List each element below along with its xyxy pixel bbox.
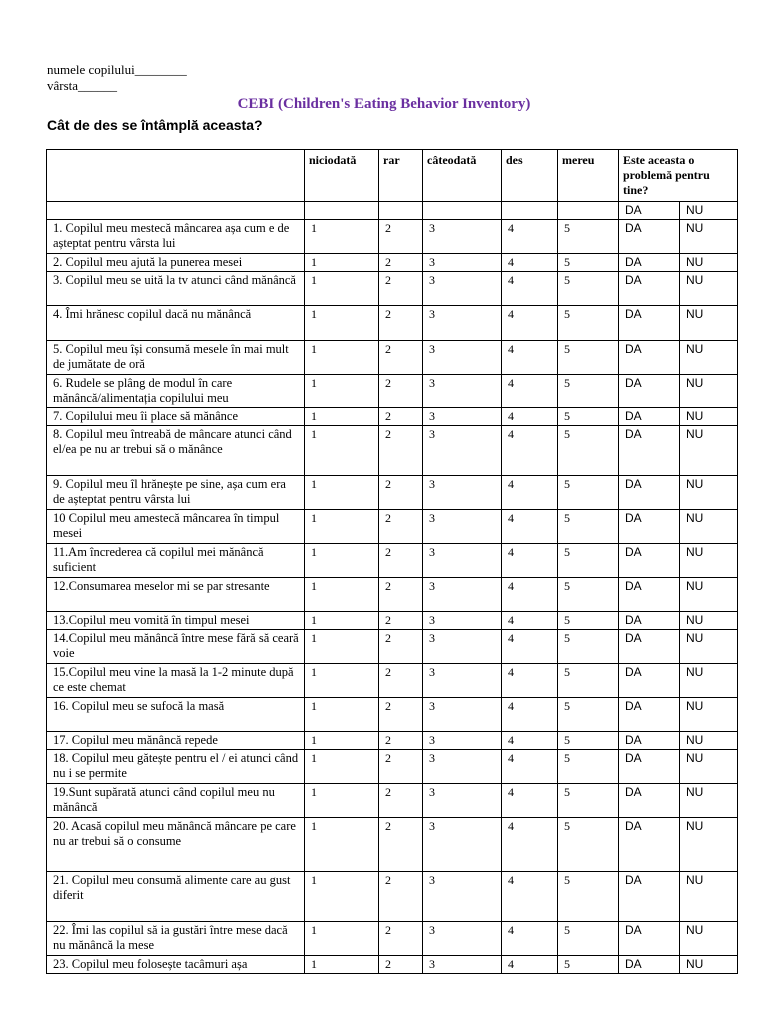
question-text: 21. Copilul meu consumă alimente care au gust diferit [47,872,305,922]
table-row [47,254,738,272]
answer-option-sometimes[interactable]: 3 [423,510,502,544]
answer-option-da[interactable]: DA [619,341,680,375]
answer-option-never[interactable]: 1 [305,784,379,818]
subheader-da: DA [619,202,680,220]
answer-option-rarely[interactable]: 2 [379,750,423,784]
table-row [47,341,738,375]
question-text: 13.Copilul meu vomită în timpul mesei [47,612,305,630]
col-header-often: des [502,150,558,202]
answer-option-da[interactable]: DA [619,476,680,510]
answer-option-never[interactable]: 1 [305,922,379,956]
answer-option-nu[interactable]: NU [680,408,738,426]
answer-option-nu[interactable]: NU [680,510,738,544]
answer-option-rarely[interactable]: 2 [379,341,423,375]
table-row [47,872,738,922]
answer-option-always[interactable]: 5 [558,872,619,922]
question-text: 18. Copilul meu gătește pentru el / ei atunci când nu i se permite [47,750,305,784]
answer-option-da[interactable]: DA [619,872,680,922]
question-text: 3. Copilul meu se uită la tv atunci când mănâncă [47,272,305,306]
answer-option-da[interactable]: DA [619,408,680,426]
answer-option-da[interactable]: DA [619,306,680,341]
table-row [47,220,738,254]
answer-option-never[interactable]: 1 [305,220,379,254]
answer-option-da[interactable]: DA [619,818,680,872]
question-text: 22. Îmi las copilul să ia gustări între mese dacă nu mănâncă la mese [47,922,305,956]
question-text: 4. Îmi hrănesc copilul dacă nu mănâncă [47,306,305,341]
answer-option-da[interactable]: DA [619,578,680,612]
answer-option-rarely[interactable]: 2 [379,578,423,612]
answer-option-sometimes[interactable]: 3 [423,732,502,750]
answer-option-nu[interactable]: NU [680,306,738,341]
answer-option-nu[interactable]: NU [680,664,738,698]
answer-option-always[interactable]: 5 [558,698,619,732]
question-text: 1. Copilul meu mestecă mâncarea așa cum e de așteptat pentru vârsta lui [47,220,305,254]
answer-option-always[interactable]: 5 [558,341,619,375]
subheader-empty-cell [47,202,305,220]
answer-option-rarely[interactable]: 2 [379,306,423,341]
answer-option-sometimes[interactable]: 3 [423,698,502,732]
child-age-label: vârsta______ [47,78,118,93]
table-row [47,698,738,732]
answer-option-nu[interactable]: NU [680,630,738,664]
answer-option-always[interactable]: 5 [558,306,619,341]
answer-option-da[interactable]: DA [619,272,680,306]
subheader-empty-cell [423,202,502,220]
answer-option-nu[interactable]: NU [680,375,738,408]
answer-option-often[interactable]: 4 [502,220,558,254]
answer-option-often[interactable]: 4 [502,750,558,784]
answer-option-sometimes[interactable]: 3 [423,818,502,872]
answer-option-often[interactable]: 4 [502,578,558,612]
answer-option-never[interactable]: 1 [305,956,379,974]
answer-option-rarely[interactable]: 2 [379,476,423,510]
question-text: 8. Copilul meu întreabă de mâncare atunci când el/ea pe nu ar trebui să o mănânce [47,426,305,476]
table-row [47,818,738,872]
table-row [47,476,738,510]
answer-option-never[interactable]: 1 [305,664,379,698]
answer-option-always[interactable]: 5 [558,408,619,426]
answer-option-sometimes[interactable]: 3 [423,375,502,408]
question-text: 2. Copilul meu ajută la punerea mesei [47,254,305,272]
table-row [47,306,738,341]
answer-option-sometimes[interactable]: 3 [423,408,502,426]
answer-option-always[interactable]: 5 [558,818,619,872]
answer-option-sometimes[interactable]: 3 [423,306,502,341]
subheader-empty-cell [502,202,558,220]
answer-option-da[interactable]: DA [619,956,680,974]
table-row [47,408,738,426]
answer-option-da[interactable]: DA [619,544,680,578]
table-row [47,630,738,664]
answer-option-never[interactable]: 1 [305,306,379,341]
question-text: 9. Copilul meu îl hrănește pe sine, așa cum era de așteptat pentru vârsta lui [47,476,305,510]
answer-option-often[interactable]: 4 [502,254,558,272]
answer-option-never[interactable]: 1 [305,872,379,922]
question-text: 23. Copilul meu folosește tacâmuri așa [47,956,305,974]
answer-option-rarely[interactable]: 2 [379,254,423,272]
answer-option-sometimes[interactable]: 3 [423,426,502,476]
table-row [47,544,738,578]
question-text: 6. Rudele se plâng de modul în care mănâncă/alimentația copilului meu [47,375,305,408]
answer-option-often[interactable]: 4 [502,612,558,630]
table-row [47,784,738,818]
answer-option-nu[interactable]: NU [680,698,738,732]
question-text: 16. Copilul meu se sufocă la masă [47,698,305,732]
answer-option-always[interactable]: 5 [558,375,619,408]
question-text: 19.Sunt supărată atunci când copilul meu nu mănâncă [47,784,305,818]
question-text: 7. Copilului meu îi place să mănânce [47,408,305,426]
answer-option-sometimes[interactable]: 3 [423,872,502,922]
answer-option-often[interactable]: 4 [502,408,558,426]
answer-option-often[interactable]: 4 [502,375,558,408]
answer-option-often[interactable]: 4 [502,664,558,698]
answer-option-rarely[interactable]: 2 [379,872,423,922]
question-text: 10 Copilul meu amestecă mâncarea în timpul mesei [47,510,305,544]
answer-option-rarely[interactable]: 2 [379,784,423,818]
answer-option-da[interactable]: DA [619,612,680,630]
table-row [47,732,738,750]
answer-option-never[interactable]: 1 [305,544,379,578]
answer-option-nu[interactable]: NU [680,254,738,272]
question-text: 20. Acasă copilul meu mănâncă mâncare pe care nu ar trebui să o consume [47,818,305,872]
answer-option-often[interactable]: 4 [502,818,558,872]
answer-option-never[interactable]: 1 [305,750,379,784]
table-row [47,578,738,612]
answer-option-often[interactable]: 4 [502,544,558,578]
subheader-empty-cell [305,202,379,220]
answer-option-nu[interactable]: NU [680,956,738,974]
answer-option-never[interactable]: 1 [305,375,379,408]
subheader-nu: NU [680,202,738,220]
answer-option-never[interactable]: 1 [305,272,379,306]
answer-option-sometimes[interactable]: 3 [423,544,502,578]
table-row [47,664,738,698]
answer-option-always[interactable]: 5 [558,510,619,544]
answer-option-nu[interactable]: NU [680,732,738,750]
answer-option-rarely[interactable]: 2 [379,698,423,732]
child-name-label: numele copilului________ [47,62,187,77]
answer-option-never[interactable]: 1 [305,254,379,272]
answer-option-often[interactable]: 4 [502,272,558,306]
question-text: 14.Copilul meu mănâncă între mese fără să ceară voie [47,630,305,664]
answer-option-da[interactable]: DA [619,426,680,476]
answer-option-rarely[interactable]: 2 [379,426,423,476]
answer-option-nu[interactable]: NU [680,750,738,784]
answer-option-often[interactable]: 4 [502,476,558,510]
answer-option-always[interactable]: 5 [558,784,619,818]
subheader-empty-cell [558,202,619,220]
answer-option-always[interactable]: 5 [558,426,619,476]
answer-option-always[interactable]: 5 [558,272,619,306]
answer-option-always[interactable]: 5 [558,956,619,974]
answer-option-sometimes[interactable]: 3 [423,664,502,698]
answer-option-nu[interactable]: NU [680,872,738,922]
answer-option-often[interactable]: 4 [502,341,558,375]
answer-option-sometimes[interactable]: 3 [423,272,502,306]
table-row [47,510,738,544]
answer-option-always[interactable]: 5 [558,732,619,750]
answer-option-often[interactable]: 4 [502,872,558,922]
answer-option-never[interactable]: 1 [305,578,379,612]
answer-option-always[interactable]: 5 [558,922,619,956]
answer-option-sometimes[interactable]: 3 [423,476,502,510]
table-row [47,426,738,476]
answer-option-never[interactable]: 1 [305,476,379,510]
answer-option-never[interactable]: 1 [305,510,379,544]
answer-option-often[interactable]: 4 [502,698,558,732]
answer-option-never[interactable]: 1 [305,426,379,476]
answer-option-sometimes[interactable]: 3 [423,956,502,974]
answer-option-always[interactable]: 5 [558,220,619,254]
answer-option-rarely[interactable]: 2 [379,272,423,306]
answer-option-always[interactable]: 5 [558,664,619,698]
answer-option-never[interactable]: 1 [305,698,379,732]
question-text: 15.Copilul meu vine la masă la 1-2 minute după ce este chemat [47,664,305,698]
answer-option-nu[interactable]: NU [680,784,738,818]
answer-option-nu[interactable]: NU [680,578,738,612]
subheader-empty-cell [379,202,423,220]
answer-option-rarely[interactable]: 2 [379,732,423,750]
answer-option-sometimes[interactable]: 3 [423,254,502,272]
answer-option-nu[interactable]: NU [680,922,738,956]
answer-option-da[interactable]: DA [619,375,680,408]
col-header-rarely: rar [379,150,423,202]
document-subtitle: Cât de des se întâmplă aceasta? [47,117,263,133]
answer-option-never[interactable]: 1 [305,612,379,630]
answer-option-often[interactable]: 4 [502,510,558,544]
answer-option-da[interactable]: DA [619,698,680,732]
answer-option-always[interactable]: 5 [558,254,619,272]
table-row [47,272,738,306]
table-row [47,375,738,408]
answer-option-sometimes[interactable]: 3 [423,922,502,956]
answer-option-sometimes[interactable]: 3 [423,220,502,254]
answer-option-da[interactable]: DA [619,732,680,750]
answer-option-rarely[interactable]: 2 [379,956,423,974]
answer-option-rarely[interactable]: 2 [379,818,423,872]
answer-option-always[interactable]: 5 [558,578,619,612]
answer-option-rarely[interactable]: 2 [379,664,423,698]
table-row [47,750,738,784]
table-row [47,956,738,974]
question-text: 12.Consumarea meselor mi se par stresante [47,578,305,612]
col-header-always: mereu [558,150,619,202]
question-text: 11.Am încrederea că copilul mei mănâncă suficient [47,544,305,578]
answer-option-da[interactable]: DA [619,750,680,784]
answer-option-sometimes[interactable]: 3 [423,578,502,612]
col-header-never: niciodată [305,150,379,202]
answer-option-always[interactable]: 5 [558,476,619,510]
table-row [47,612,738,630]
answer-option-sometimes[interactable]: 3 [423,341,502,375]
answer-option-da[interactable]: DA [619,922,680,956]
answer-option-often[interactable]: 4 [502,784,558,818]
answer-option-nu[interactable]: NU [680,476,738,510]
answer-option-da[interactable]: DA [619,784,680,818]
answer-option-nu[interactable]: NU [680,612,738,630]
cebi-questionnaire-table [46,149,738,974]
answer-option-never[interactable]: 1 [305,630,379,664]
answer-option-often[interactable]: 4 [502,956,558,974]
answer-option-da[interactable]: DA [619,254,680,272]
question-text: 17. Copilul meu mănâncă repede [47,732,305,750]
question-column-header [47,150,305,202]
col-header-problem: Este aceasta o problemă pentru tine? [619,150,738,202]
answer-option-sometimes[interactable]: 3 [423,750,502,784]
answer-option-nu[interactable]: NU [680,544,738,578]
answer-option-nu[interactable]: NU [680,341,738,375]
answer-option-rarely[interactable]: 2 [379,922,423,956]
answer-option-sometimes[interactable]: 3 [423,630,502,664]
answer-option-rarely[interactable]: 2 [379,544,423,578]
answer-option-rarely[interactable]: 2 [379,408,423,426]
answer-option-often[interactable]: 4 [502,306,558,341]
answer-option-often[interactable]: 4 [502,630,558,664]
question-text: 5. Copilul meu își consumă mesele în mai mult de jumătate de oră [47,341,305,375]
answer-option-always[interactable]: 5 [558,612,619,630]
table-row [47,922,738,956]
answer-option-nu[interactable]: NU [680,426,738,476]
answer-option-da[interactable]: DA [619,220,680,254]
answer-option-always[interactable]: 5 [558,544,619,578]
answer-option-never[interactable]: 1 [305,341,379,375]
answer-option-often[interactable]: 4 [502,426,558,476]
answer-option-often[interactable]: 4 [502,922,558,956]
answer-option-rarely[interactable]: 2 [379,375,423,408]
answer-option-sometimes[interactable]: 3 [423,784,502,818]
answer-option-always[interactable]: 5 [558,630,619,664]
document-title: CEBI (Children's Eating Behavior Inventory) [237,96,531,112]
answer-option-da[interactable]: DA [619,664,680,698]
answer-option-da[interactable]: DA [619,630,680,664]
answer-option-always[interactable]: 5 [558,750,619,784]
answer-option-rarely[interactable]: 2 [379,612,423,630]
answer-option-da[interactable]: DA [619,510,680,544]
answer-option-sometimes[interactable]: 3 [423,612,502,630]
answer-option-nu[interactable]: NU [680,818,738,872]
answer-option-often[interactable]: 4 [502,732,558,750]
answer-option-nu[interactable]: NU [680,220,738,254]
answer-option-rarely[interactable]: 2 [379,510,423,544]
answer-option-never[interactable]: 1 [305,408,379,426]
answer-option-never[interactable]: 1 [305,818,379,872]
answer-option-nu[interactable]: NU [680,272,738,306]
answer-option-rarely[interactable]: 2 [379,220,423,254]
answer-option-never[interactable]: 1 [305,732,379,750]
col-header-sometimes: câteodată [423,150,502,202]
answer-option-rarely[interactable]: 2 [379,630,423,664]
